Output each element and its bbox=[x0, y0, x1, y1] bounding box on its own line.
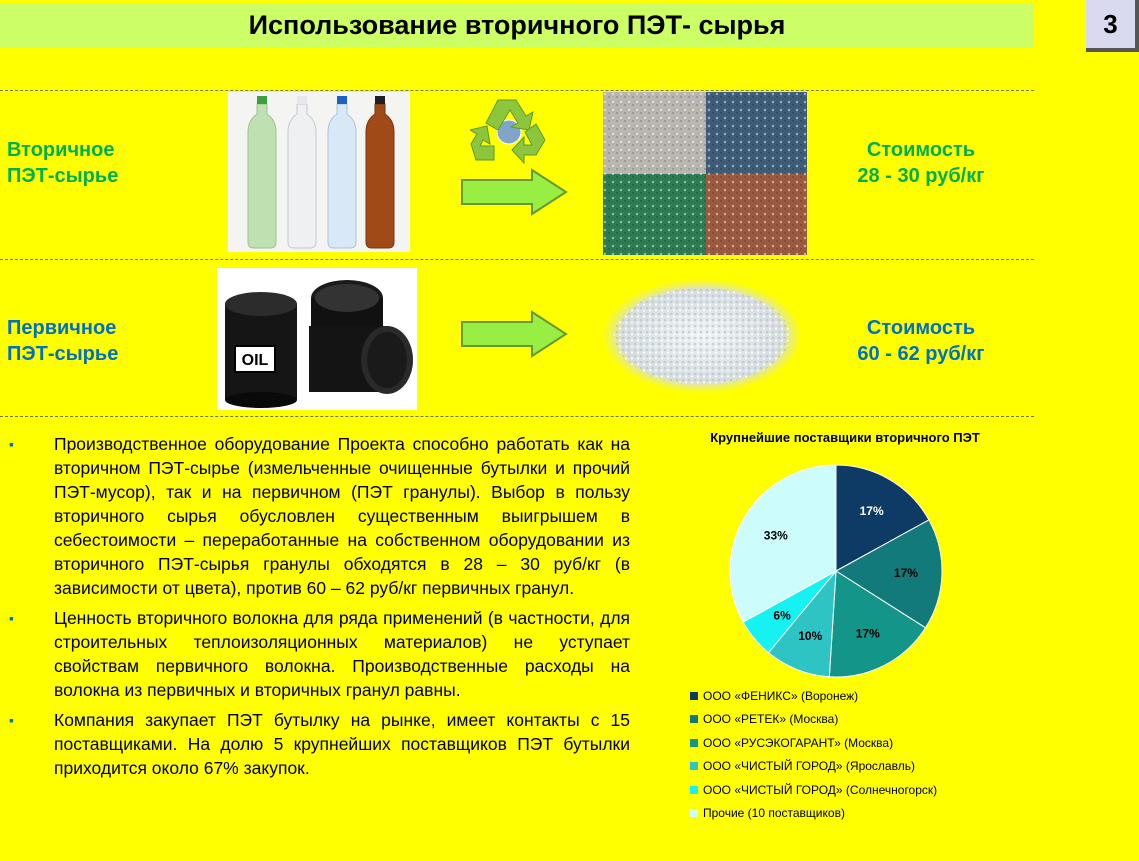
bullet-list bbox=[0, 432, 640, 786]
legend-item bbox=[690, 684, 937, 708]
bullet-item bbox=[0, 708, 640, 780]
legend-swatch bbox=[690, 809, 698, 817]
legend-label: ООО «РЕТЕК» (Москва) bbox=[703, 712, 839, 727]
title-bar bbox=[0, 3, 1034, 48]
secondary-cost-line2: 28 - 30 руб/кг bbox=[857, 165, 985, 187]
pie-slice-label: 17% bbox=[859, 503, 884, 518]
bullet-text: Ценность вторичного волокна для ряда применений (в частности, для строительных теплоизоляционных материалов) не уступает свойствам первичного волокна. Производственные расходы на волокна из первичных и вторичных гранул равны. bbox=[54, 608, 630, 700]
divider bbox=[0, 416, 1034, 417]
secondary-label bbox=[7, 137, 118, 189]
secondary-label-line2: ПЭТ-сырье bbox=[7, 165, 119, 187]
chart-legend bbox=[690, 684, 937, 825]
legend-label: ООО «ЧИСТЫЙ ГОРОД» (Солнечногорск) bbox=[703, 782, 938, 797]
bullet-marker-icon: ▪ bbox=[9, 610, 14, 626]
pie-slice-label: 17% bbox=[893, 566, 918, 581]
bottle-green-icon bbox=[248, 96, 276, 248]
bottle-clear-icon bbox=[288, 96, 316, 248]
recycle-icon bbox=[470, 94, 548, 166]
oil-barrels-image bbox=[217, 268, 417, 410]
legend-label: ООО «РУСЭКОГАРАНТ» (Москва) bbox=[703, 735, 894, 750]
chart-title: Крупнейшие поставщики вторичного ПЭТ bbox=[710, 430, 980, 445]
primary-cost-line1: Стоимость bbox=[866, 317, 976, 339]
pie-slice-label: 17% bbox=[855, 626, 880, 641]
page-number: 3 bbox=[1086, 0, 1139, 52]
bottle-blue-icon bbox=[328, 96, 356, 248]
secondary-label-line1: Вторичное bbox=[7, 139, 115, 161]
legend-swatch bbox=[690, 692, 698, 700]
bullet-text: Производственное оборудование Проекта способно работать как на вторичном ПЭТ-сырье (измельченные очищенные бутылки и прочий ПЭТ-мусор), так и на первичном (ПЭТ гранулы). Выбор в пользу вторичного сырья обусловлен существенным выигрышем в себестоимости – переработанные на собственном оборудовании из вторичного ПЭТ-сырья гранулы обходятся в 28 – 30 руб/кг (в зависимости от цвета), против 60 – 62 руб/кг первичных гранул. bbox=[54, 434, 630, 598]
legend-label: ООО «ФЕНИКС» (Воронеж) bbox=[703, 688, 859, 703]
legend-swatch bbox=[690, 762, 698, 770]
divider bbox=[0, 90, 1034, 91]
barrel-oil-label: OIL bbox=[241, 352, 269, 369]
primary-cost-line2: 60 - 62 руб/кг bbox=[857, 343, 985, 365]
legend-swatch bbox=[690, 786, 698, 794]
pie-slice-label: 6% bbox=[773, 608, 791, 623]
pet-granules-image bbox=[603, 276, 801, 394]
legend-item bbox=[690, 731, 937, 755]
legend-label: Прочие (10 поставщиков) bbox=[703, 806, 845, 821]
primary-label-line1: Первичное bbox=[7, 317, 117, 339]
bullet-item bbox=[0, 606, 640, 702]
legend-item bbox=[690, 708, 937, 732]
pie-slice-label: 10% bbox=[798, 629, 823, 644]
secondary-cost bbox=[848, 137, 994, 189]
slide-title: Использование вторичного ПЭТ- сырья bbox=[248, 10, 786, 40]
legend-swatch bbox=[690, 739, 698, 747]
legend-item bbox=[690, 778, 937, 802]
primary-label-line2: ПЭТ-сырье bbox=[7, 343, 119, 365]
bullet-text: Компания закупает ПЭТ бутылку на рынке, имеет контакты с 15 поставщиками. На долю 5 крупнейших поставщиков ПЭТ бутылки приходится около 67% закупок. bbox=[54, 710, 630, 778]
legend-item bbox=[690, 802, 937, 826]
bullet-marker-icon: ▪ bbox=[9, 712, 14, 728]
bullet-marker-icon: ▪ bbox=[9, 436, 14, 452]
pie-slice-label: 33% bbox=[763, 528, 788, 543]
legend-label: ООО «ЧИСТЫЙ ГОРОД» (Ярославль) bbox=[703, 759, 915, 774]
legend-swatch bbox=[690, 715, 698, 723]
primary-label bbox=[7, 315, 118, 367]
arrow-right-icon bbox=[460, 310, 568, 358]
primary-cost bbox=[848, 315, 994, 367]
arrow-right-icon bbox=[460, 168, 568, 216]
pet-bottles-image bbox=[228, 92, 410, 252]
bullet-item bbox=[0, 432, 640, 600]
secondary-cost-line1: Стоимость bbox=[866, 139, 976, 161]
divider bbox=[0, 259, 1034, 260]
pie-chart bbox=[725, 460, 947, 682]
pet-flakes-image bbox=[603, 92, 807, 255]
legend-item bbox=[690, 755, 937, 779]
bottle-brown-icon bbox=[366, 96, 394, 248]
